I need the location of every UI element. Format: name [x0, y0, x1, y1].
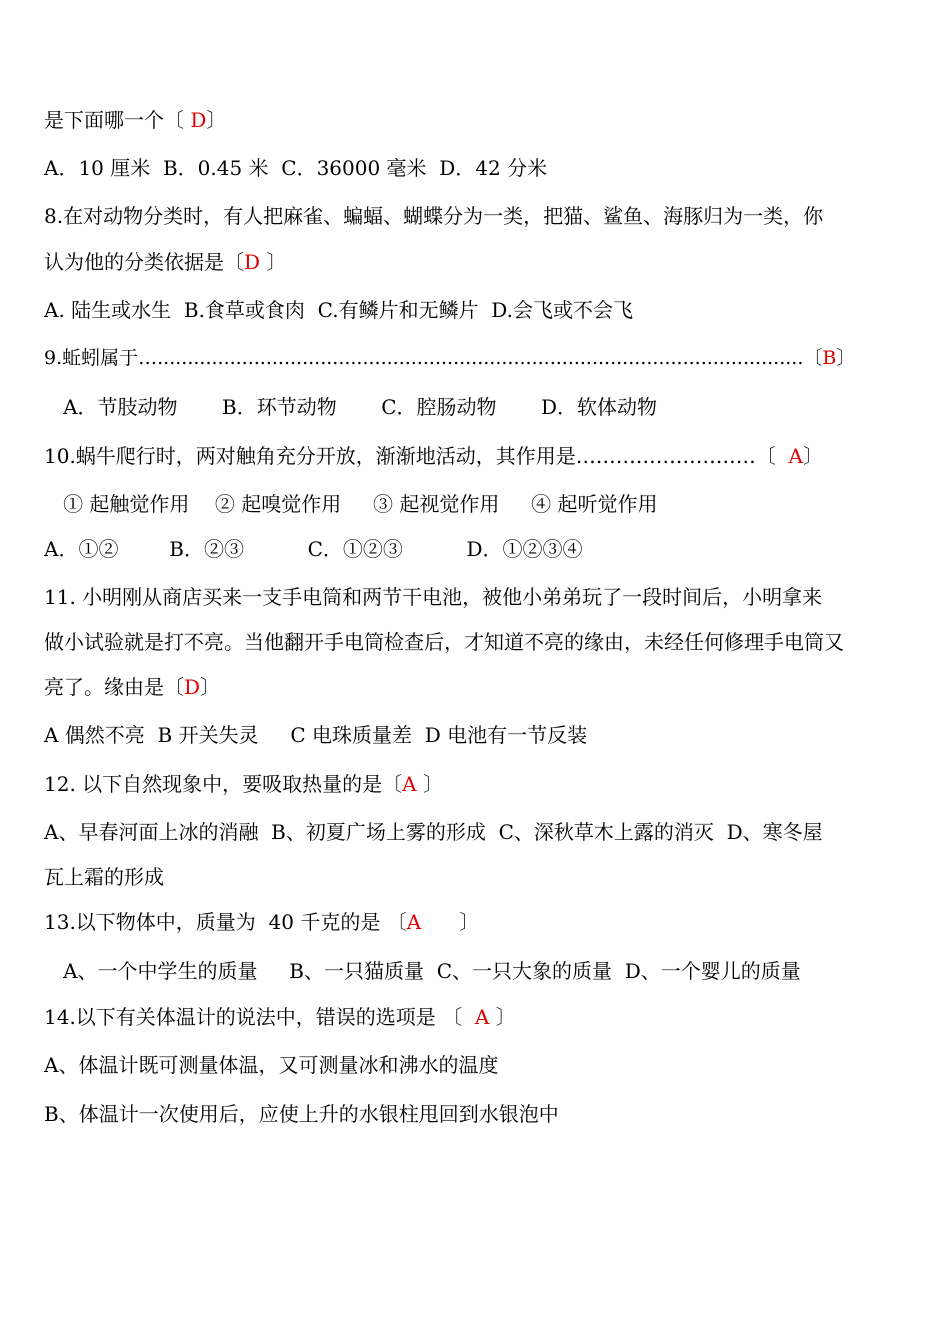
question-13-options: A、一个中学生的质量 B、一只猫质量 C、一只大象的质量 D、一个婴儿的质量	[44, 959, 801, 983]
answer: A	[402, 772, 417, 796]
answer: A	[474, 1005, 490, 1029]
question-12-options-line-1: A、早春河面上冰的消融 B、初夏广场上雾的形成 C、深秋草木上露的消灭 D、寒冬屋	[44, 820, 823, 844]
question-12	[44, 774, 443, 794]
question-10	[44, 446, 823, 466]
question-8-line-1: 8.在对动物分类时，有人把麻雀、蝙蝠、蝴蝶分为一类，把猫、鲨鱼、海豚归为一类，你	[44, 204, 824, 228]
question-7-tail	[44, 110, 226, 130]
question-12-options-line-2: 瓦上霜的形成	[44, 865, 164, 889]
bracket-close: 〕	[836, 347, 856, 369]
answer: D	[190, 108, 207, 132]
question-13	[44, 912, 479, 932]
question-text: 14.以下有关体温计的说法中，错误的选项是 〔	[44, 1005, 475, 1029]
bracket-close: 〕	[416, 772, 443, 796]
answer: D	[244, 250, 261, 274]
question-9	[44, 349, 855, 368]
question-8-options: A. 陆生或水生 B.食草或食肉 C.有鳞片和无鳞片 D.会飞或不会飞	[44, 298, 633, 322]
question-text: 13.以下物体中，质量为 40 千克的是 〔	[44, 910, 407, 934]
question-text: 10.蜗牛爬行时，两对触角充分开放，渐渐地活动，其作用是………………………〔	[44, 444, 789, 468]
question-8-line-2	[44, 252, 286, 272]
bracket-close: 〕	[200, 675, 221, 699]
question-text: 认为他的分类依据是〔	[44, 250, 244, 274]
question-text: 是下面哪一个〔	[44, 108, 191, 132]
question-text: 9.蚯蚓属于…...........................................................................................................〔	[44, 347, 823, 369]
question-14	[44, 1007, 516, 1027]
answer: A	[788, 444, 803, 468]
bracket-close: 〕	[206, 108, 227, 132]
question-14-option-a: A、体温计既可测量体温，又可测量冰和沸水的温度	[44, 1053, 499, 1077]
bracket-close: 〕	[489, 1005, 516, 1029]
question-text: 亮了。缘由是〔	[44, 675, 184, 699]
question-10-items: ① 起触觉作用 ② 起嗅觉作用 ③ 起视觉作用 ④ 起听觉作用	[44, 492, 658, 516]
answer: A	[406, 910, 422, 934]
question-11-line-1: 11. 小明刚从商店买来一支手电筒和两节干电池，被他小弟弟玩了一段时间后，小明拿来	[44, 585, 823, 609]
question-11-line-3	[44, 677, 220, 697]
question-10-options: A．①② B．②③ C．①②③ D．①②③④	[44, 537, 583, 561]
question-11-options: A 偶然不亮 B 开关失灵 C 电珠质量差 D 电池有一节反装	[44, 723, 588, 747]
question-7-options: A．10 厘米 B．0.45 米 C．36000 毫米 D．42 分米	[44, 156, 548, 180]
bracket-close: 〕	[421, 910, 480, 934]
answer: B	[822, 347, 837, 369]
bracket-close: 〕	[260, 250, 287, 274]
bracket-close: 〕	[802, 444, 823, 468]
question-14-option-b: B、体温计一次使用后，应使上升的水银柱甩回到水银泡中	[44, 1102, 559, 1126]
question-11-line-2: 做小试验就是打不亮。当他翻开手电筒检查后，才知道不亮的缘由，未经任何修理手电筒又	[44, 630, 844, 654]
question-9-options: A．节肢动物 B．环节动物 C．腔肠动物 D．软体动物	[44, 395, 658, 419]
answer: D	[184, 675, 201, 699]
question-text: 12. 以下自然现象中，要吸取热量的是〔	[44, 772, 403, 796]
